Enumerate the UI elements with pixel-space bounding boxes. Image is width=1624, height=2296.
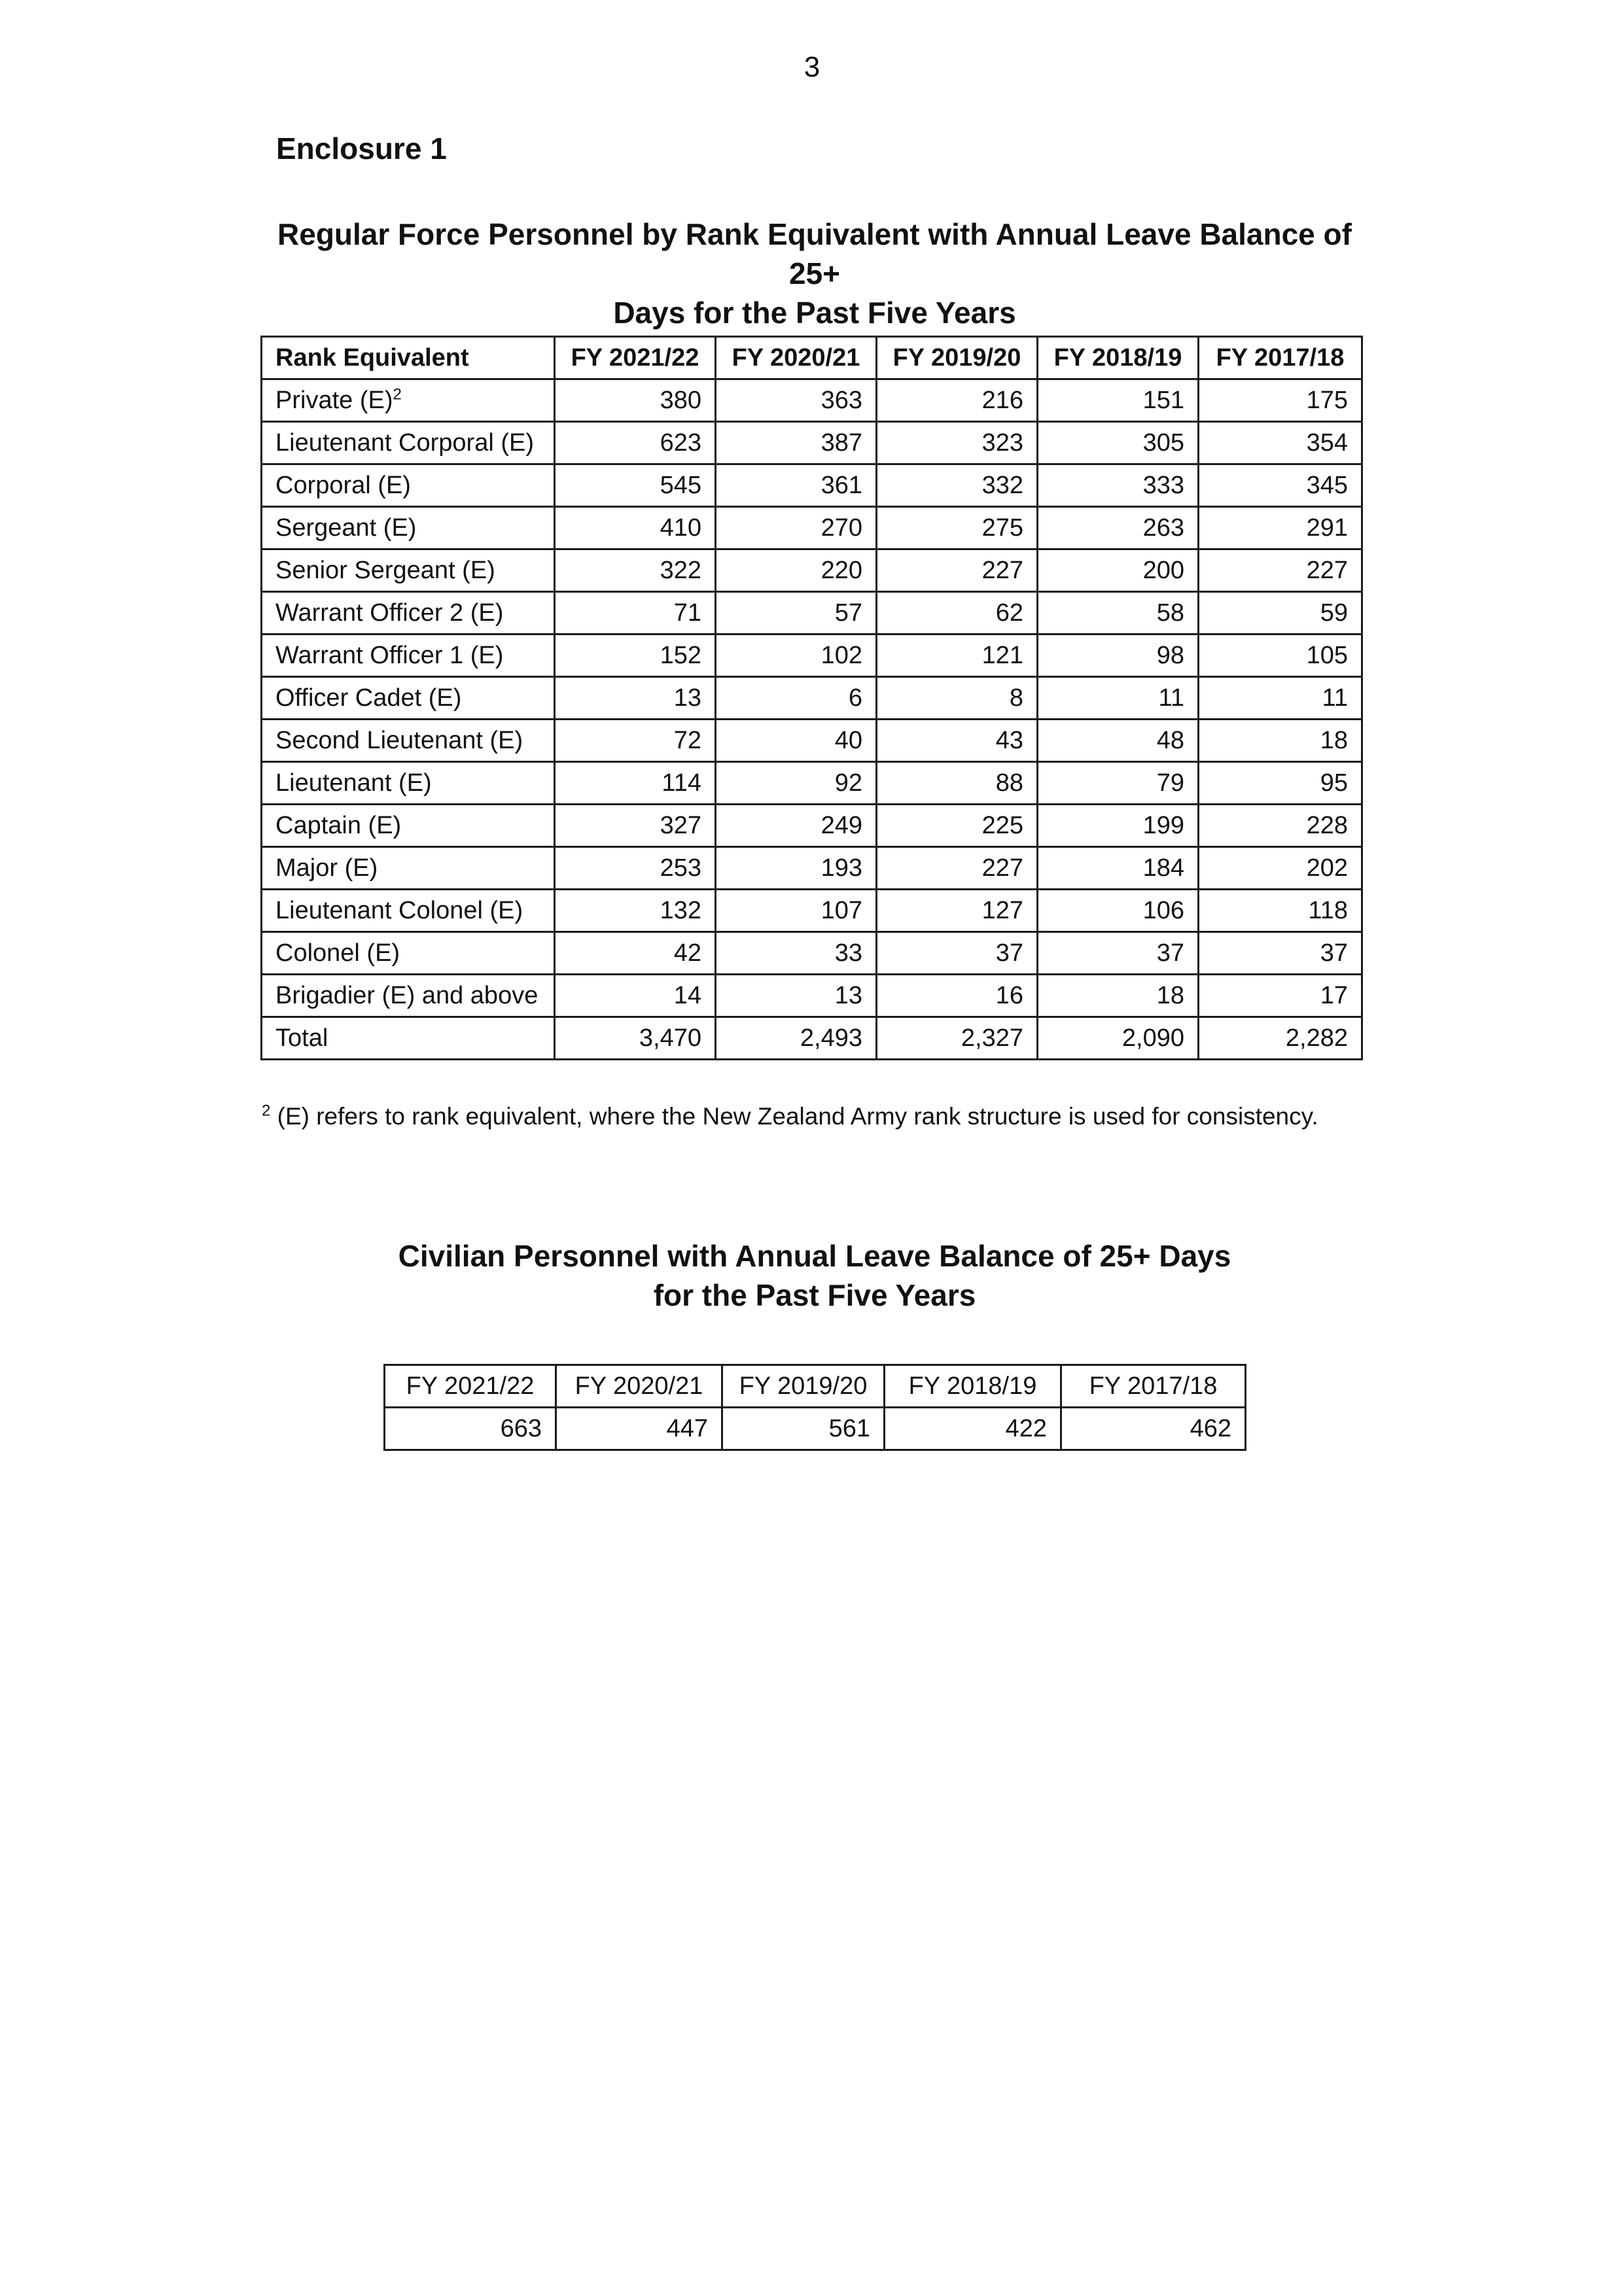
table-cell: 42 (555, 932, 716, 975)
regular-force-title-line-2: Days for the Past Five Years (613, 296, 1016, 330)
table-cell: 410 (555, 507, 716, 549)
table-cell: 227 (1199, 549, 1362, 592)
table-row (262, 549, 1362, 592)
table-cell: 387 (716, 422, 877, 464)
table-cell: 249 (716, 805, 877, 847)
table-cell: 663 (385, 1408, 556, 1450)
table-cell: 107 (716, 890, 877, 932)
footnote-mark: 2 (262, 1102, 271, 1120)
rank-label: Lieutenant (E) (275, 769, 432, 797)
table-cell: 16 (877, 975, 1038, 1017)
rank-cell (262, 762, 555, 805)
table-row (262, 890, 1362, 932)
table-cell: 72 (555, 720, 716, 762)
regular-force-title-line-1: Regular Force Personnel by Rank Equivalent with Annual Leave Balance of 25+ (277, 217, 1352, 290)
table-cell: 98 (1038, 635, 1199, 677)
rank-cell (262, 507, 555, 549)
rank-cell (262, 805, 555, 847)
table-cell: 11 (1199, 677, 1362, 720)
table-row (262, 1017, 1362, 1060)
rank-cell (262, 932, 555, 975)
column-header: FY 2020/21 (556, 1365, 722, 1408)
table-cell: 102 (716, 635, 877, 677)
table-cell: 2,090 (1038, 1017, 1199, 1060)
table-cell: 253 (555, 847, 716, 890)
rank-label: Lieutenant Colonel (E) (275, 896, 523, 924)
civilian-table-title (366, 1236, 1263, 1315)
table-cell: 305 (1038, 422, 1199, 464)
table-cell: 199 (1038, 805, 1199, 847)
civilian-title-line-2: for the Past Five Years (653, 1278, 976, 1312)
table-row (262, 720, 1362, 762)
table-row (262, 422, 1362, 464)
table-cell: 270 (716, 507, 877, 549)
enclosure-label: Enclosure 1 (276, 131, 447, 165)
table-cell: 200 (1038, 549, 1199, 592)
table-cell: 58 (1038, 592, 1199, 635)
rank-label: Lieutenant Corporal (E) (275, 428, 534, 457)
table-row (262, 592, 1362, 635)
table-cell: 363 (716, 379, 877, 422)
table-cell: 220 (716, 549, 877, 592)
rank-label: Total (275, 1024, 328, 1052)
regular-force-table-title (249, 215, 1381, 332)
table-cell: 132 (555, 890, 716, 932)
table-cell: 175 (1199, 379, 1362, 422)
page-number: 3 (803, 51, 821, 83)
table-cell: 11 (1038, 677, 1199, 720)
table-cell: 227 (877, 549, 1038, 592)
column-header: FY 2017/18 (1199, 337, 1362, 379)
table-cell: 127 (877, 890, 1038, 932)
table-cell: 152 (555, 635, 716, 677)
rank-cell (262, 975, 555, 1017)
rank-label: Brigadier (E) and above (275, 981, 538, 1009)
table-cell: 2,493 (716, 1017, 877, 1060)
rank-label: Warrant Officer 1 (E) (275, 641, 504, 669)
table-cell: 228 (1199, 805, 1362, 847)
table-cell: 106 (1038, 890, 1199, 932)
civilian-table (383, 1364, 1246, 1451)
table-cell: 327 (555, 805, 716, 847)
table-cell: 88 (877, 762, 1038, 805)
table-cell: 37 (877, 932, 1038, 975)
rank-label: Private (E) (275, 386, 393, 414)
column-header: FY 2017/18 (1061, 1365, 1246, 1408)
table-cell: 561 (722, 1408, 885, 1450)
table-cell: 33 (716, 932, 877, 975)
column-header: Rank Equivalent (262, 337, 555, 379)
rank-label: Second Lieutenant (E) (275, 726, 523, 754)
table-cell: 121 (877, 635, 1038, 677)
table-cell: 18 (1038, 975, 1199, 1017)
table-cell: 354 (1199, 422, 1362, 464)
table-cell: 2,282 (1199, 1017, 1362, 1060)
column-header: FY 2021/22 (385, 1365, 556, 1408)
table-cell: 13 (555, 677, 716, 720)
table-cell: 6 (716, 677, 877, 720)
table-cell: 202 (1199, 847, 1362, 890)
table-row (262, 677, 1362, 720)
table-row (262, 464, 1362, 507)
table-cell: 43 (877, 720, 1038, 762)
column-header: FY 2018/19 (885, 1365, 1061, 1408)
table-cell: 118 (1199, 890, 1362, 932)
table-cell: 92 (716, 762, 877, 805)
rank-label: Major (E) (275, 854, 378, 882)
column-header: FY 2019/20 (722, 1365, 885, 1408)
table-cell: 225 (877, 805, 1038, 847)
footnote-text: (E) refers to rank equivalent, where the New Zealand Army rank structure is used for consistency. (270, 1103, 1318, 1130)
table-row (385, 1408, 1246, 1450)
table-cell: 345 (1199, 464, 1362, 507)
table-cell: 2,327 (877, 1017, 1038, 1060)
table-row (262, 635, 1362, 677)
table-cell: 545 (555, 464, 716, 507)
table-row (262, 805, 1362, 847)
table-cell: 62 (877, 592, 1038, 635)
rank-cell (262, 592, 555, 635)
rank-cell (262, 464, 555, 507)
table-cell: 14 (555, 975, 716, 1017)
civilian-title-line-1: Civilian Personnel with Annual Leave Balance of 25+ Days (398, 1239, 1231, 1273)
table-row (262, 507, 1362, 549)
table-cell: 59 (1199, 592, 1362, 635)
table-cell: 184 (1038, 847, 1199, 890)
regular-force-table (260, 336, 1363, 1060)
rank-cell (262, 847, 555, 890)
table-cell: 322 (555, 549, 716, 592)
table-cell: 623 (555, 422, 716, 464)
table-cell: 447 (556, 1408, 722, 1450)
table-cell: 79 (1038, 762, 1199, 805)
table-cell: 37 (1038, 932, 1199, 975)
table-cell: 57 (716, 592, 877, 635)
table-cell: 71 (555, 592, 716, 635)
column-header: FY 2021/22 (555, 337, 716, 379)
rank-cell (262, 720, 555, 762)
table-cell: 105 (1199, 635, 1362, 677)
table-cell: 95 (1199, 762, 1362, 805)
table-cell: 361 (716, 464, 877, 507)
table-cell: 462 (1061, 1408, 1246, 1450)
table-cell: 291 (1199, 507, 1362, 549)
table-cell: 151 (1038, 379, 1199, 422)
table-cell: 18 (1199, 720, 1362, 762)
table-header-row (385, 1365, 1246, 1408)
table-row (262, 379, 1362, 422)
table-cell: 3,470 (555, 1017, 716, 1060)
table-cell: 216 (877, 379, 1038, 422)
table-cell: 48 (1038, 720, 1199, 762)
table-cell: 275 (877, 507, 1038, 549)
table-cell: 8 (877, 677, 1038, 720)
footnote (262, 1103, 1318, 1130)
table-cell: 332 (877, 464, 1038, 507)
table-cell: 37 (1199, 932, 1362, 975)
rank-cell (262, 890, 555, 932)
table-cell: 13 (716, 975, 877, 1017)
table-cell: 422 (885, 1408, 1061, 1450)
column-header: FY 2019/20 (877, 337, 1038, 379)
rank-label: Warrant Officer 2 (E) (275, 599, 504, 627)
table-cell: 114 (555, 762, 716, 805)
table-cell: 193 (716, 847, 877, 890)
rank-label: Officer Cadet (E) (275, 684, 462, 712)
rank-cell (262, 1017, 555, 1060)
rank-cell (262, 379, 555, 422)
rank-label: Colonel (E) (275, 939, 400, 967)
table-cell: 40 (716, 720, 877, 762)
column-header: FY 2018/19 (1038, 337, 1199, 379)
footnote-reference: 2 (393, 385, 402, 403)
table-row (262, 932, 1362, 975)
rank-label: Corporal (E) (275, 471, 411, 499)
table-cell: 323 (877, 422, 1038, 464)
table-cell: 333 (1038, 464, 1199, 507)
rank-cell (262, 677, 555, 720)
table-row (262, 975, 1362, 1017)
table-row (262, 847, 1362, 890)
table-cell: 263 (1038, 507, 1199, 549)
rank-label: Sergeant (E) (275, 513, 417, 542)
table-cell: 380 (555, 379, 716, 422)
table-cell: 17 (1199, 975, 1362, 1017)
rank-cell (262, 422, 555, 464)
rank-label: Senior Sergeant (E) (275, 556, 495, 584)
table-header-row (262, 337, 1362, 379)
rank-label: Captain (E) (275, 811, 402, 839)
rank-cell (262, 549, 555, 592)
table-row (262, 762, 1362, 805)
rank-cell (262, 635, 555, 677)
column-header: FY 2020/21 (716, 337, 877, 379)
table-cell: 227 (877, 847, 1038, 890)
